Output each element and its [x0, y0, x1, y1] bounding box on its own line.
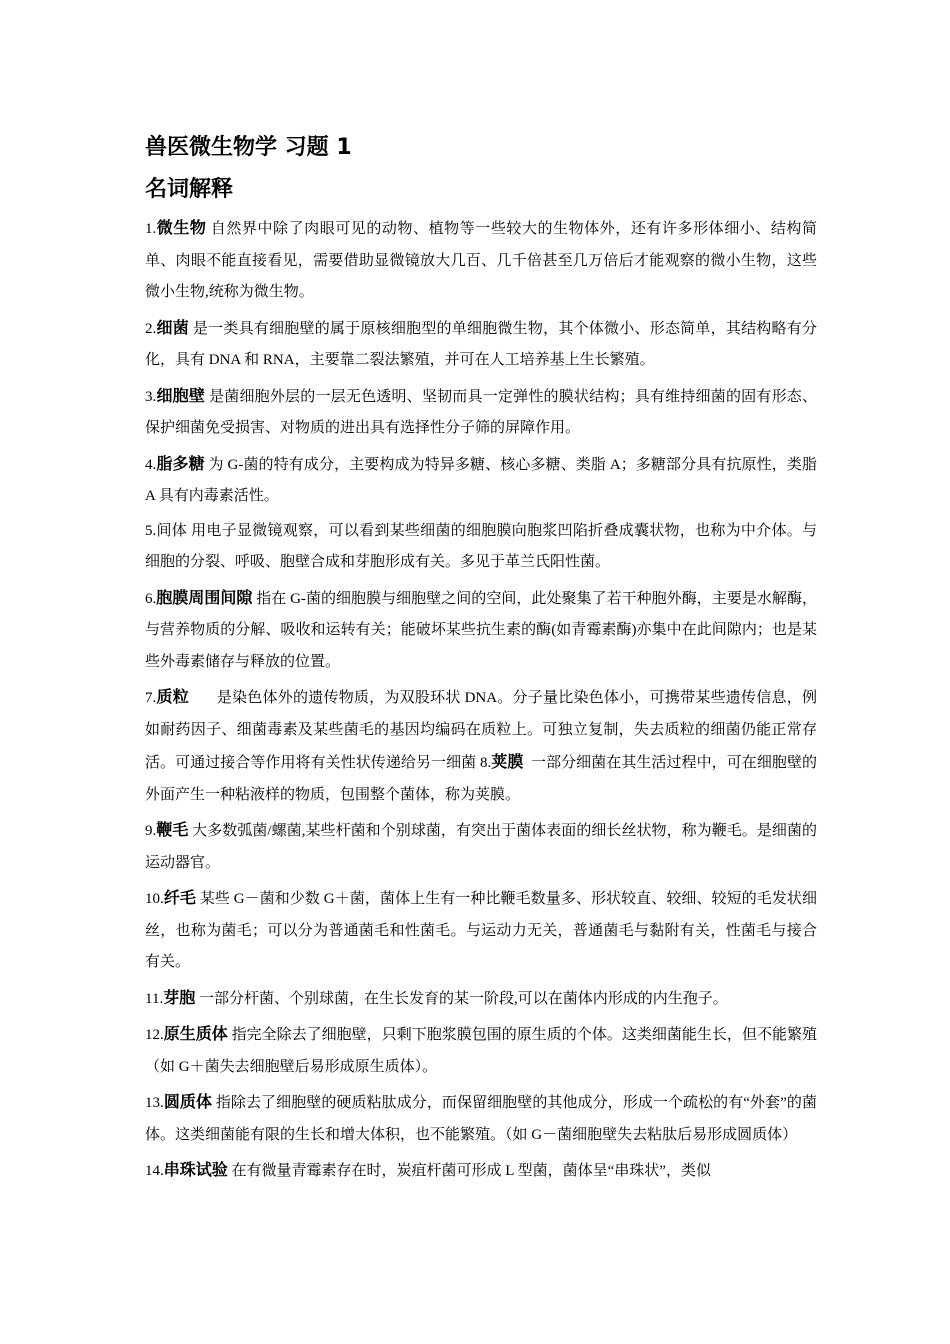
entry-definition: 某些 G－菌和少数 G＋菌，菌体上生有一种比鞭毛数量多、形状较直、较细、较短的毛发状细丝，也称为菌毛；可以分为普通菌毛和性菌毛。与运动力无关，普通菌毛与黏附有关，性菌毛与接合有关。 — [145, 891, 817, 970]
entry-term: 微生物 — [156, 218, 207, 237]
entry-number: 1. — [145, 221, 157, 237]
entry-definition: 是菌细胞外层的一层无色透明、坚韧而具一定弹性的膜状结构；具有维持细菌的固有形态、保护细菌免受损害、对物质的进出具有选择性分子筛的屏障作用。 — [145, 388, 817, 436]
entry-1 — [145, 212, 817, 309]
entry-6 — [145, 582, 817, 679]
entry-number: 6. — [145, 590, 157, 607]
entry-definition: 指在 G-菌的细胞膜与细胞壁之间的空间，此处聚集了若干种胞外酶，主要是水解酶，与营养物质的分解、吸收和运转有关；能破坏某些抗生素的酶(如青霉素酶)亦集中在此间隙内；也是某些外毒素储存与释放的位置。 — [145, 590, 817, 670]
entry-4 — [145, 448, 817, 513]
entry-number: 2. — [145, 320, 157, 337]
entry-number: 12. — [145, 1027, 164, 1043]
entry-12 — [145, 1018, 817, 1083]
entry-2 — [145, 312, 817, 377]
document-title: 兽医微生物学 习题 1 — [145, 135, 352, 160]
entry-number: 14. — [145, 1163, 164, 1179]
entry-11 — [145, 982, 817, 1016]
entry-number: 8. — [479, 755, 492, 771]
entry-definition: 在有微量青霉素存在时，炭疽杆菌可形成 L 型菌，菌体呈“串珠状”，类似 — [227, 1163, 711, 1179]
entry-term: 细胞壁 — [156, 385, 206, 405]
entry-number: 13. — [145, 1095, 164, 1111]
entry-term: 荚膜 — [491, 752, 524, 771]
entry-3 — [145, 380, 817, 445]
entry-5 — [145, 516, 817, 579]
entry-definition: 指完全除去了细胞壁，只剩下胞浆膜包围的原生质的个体。这类细菌能生长，但不能繁殖（如 G＋菌失去细胞壁后易形成原生质体）。 — [145, 1027, 817, 1075]
entry-term: 细菌 — [156, 317, 189, 337]
entry-term: 原生质体 — [163, 1024, 228, 1043]
entry-10 — [145, 882, 817, 979]
entry-number: 4. — [145, 456, 157, 473]
entry-number: 3. — [145, 388, 157, 405]
entry-definition: 为 G-菌的特有成分，主要构成为特异多糖、核心多糖、类脂 A；多糖部分具有抗原性，类脂 A 具有内毒素活性。 — [145, 456, 817, 504]
entry-number: 9. — [145, 823, 157, 839]
entry-definition: 是一类具有细胞壁的属于原核细胞型的单细胞微生物，其个体微小、形态简单，其结构略有分化，具有 DNA 和 RNA，主要靠二裂法繁殖，并可在人工培养基上生长繁殖。 — [145, 320, 817, 368]
entry-term: 纤毛 — [163, 888, 196, 907]
entry-13 — [145, 1086, 817, 1151]
entry-number: 11. — [145, 990, 164, 1007]
entry-14 — [145, 1154, 817, 1188]
entry-term: 串珠试验 — [163, 1160, 228, 1179]
entry-number: 10. — [145, 891, 164, 907]
document-content — [145, 132, 817, 1191]
entry-7 — [145, 681, 817, 811]
section-heading: 名词解释 — [145, 177, 234, 202]
entry-definition: 大多数弧菌/螺菌,某些杆菌和个别球菌，有突出于菌体表面的细长丝状物，称为鞭毛。是细菌的运动器官。 — [145, 823, 817, 871]
entry-term: 圆质体 — [163, 1092, 213, 1111]
entry-definition: 间体 用电子显微镜观察，可以看到某些细菌的细胞膜向胞浆凹陷折叠成囊状物，也称为中介体。与细胞的分裂、呼吸、胞壁合成和芽胞形成有关。多见于革兰氏阳性菌。 — [145, 522, 817, 570]
entry-definition: 是染色体外的遗传物质，为双股环状 DNA。分子量比染色体小，可携带某些遗传信息，例如耐药因子、细菌毒素及某些菌毛的基因均编码在质粒上。可独立复制，失去质粒的细菌仍能正常存活。可通过接合等作用将有关性状传递给另一细菌 — [145, 690, 817, 771]
entry-definition: 自然界中除了肉眼可见的动物、植物等一些较大的生物体外，还有许多形体细小、结构简单、肉眼不能直接看见，需要借助显微镜放大几百、几千倍甚至几万倍后才能观察的微小生物，这些微小生物,统称为微生物。 — [145, 221, 817, 300]
entry-term: 芽胞 — [163, 987, 196, 1007]
entry-number: 5. — [145, 522, 157, 539]
entry-definition: 一部分细菌在其生活过程中，可在细胞壁的外面产生一种粘液样的物质，包围整个菌体，称为荚膜。 — [145, 755, 817, 803]
entry-term: 鞭毛 — [156, 820, 189, 839]
entry-9 — [145, 814, 817, 879]
entry-term: 脂多糖 — [156, 453, 205, 473]
entry-definition: 指除去了细胞壁的硬质粘肽成分，而保留细胞壁的其他成分，形成一个疏松的有“外套”的菌体。这类细菌能有限的生长和增大体积，也不能繁殖。（如 G－菌细胞壁失去粘肽后易形成圆质体） — [145, 1095, 817, 1143]
entry-definition: 一部分杆菌、个别球菌，在生长发育的某一阶段,可以在菌体内形成的内生孢子。 — [195, 990, 728, 1007]
entry-term: 质粒 — [156, 687, 189, 706]
entry-number: 7. — [145, 690, 157, 706]
entry-term: 胞膜周围间隙 — [156, 587, 253, 607]
